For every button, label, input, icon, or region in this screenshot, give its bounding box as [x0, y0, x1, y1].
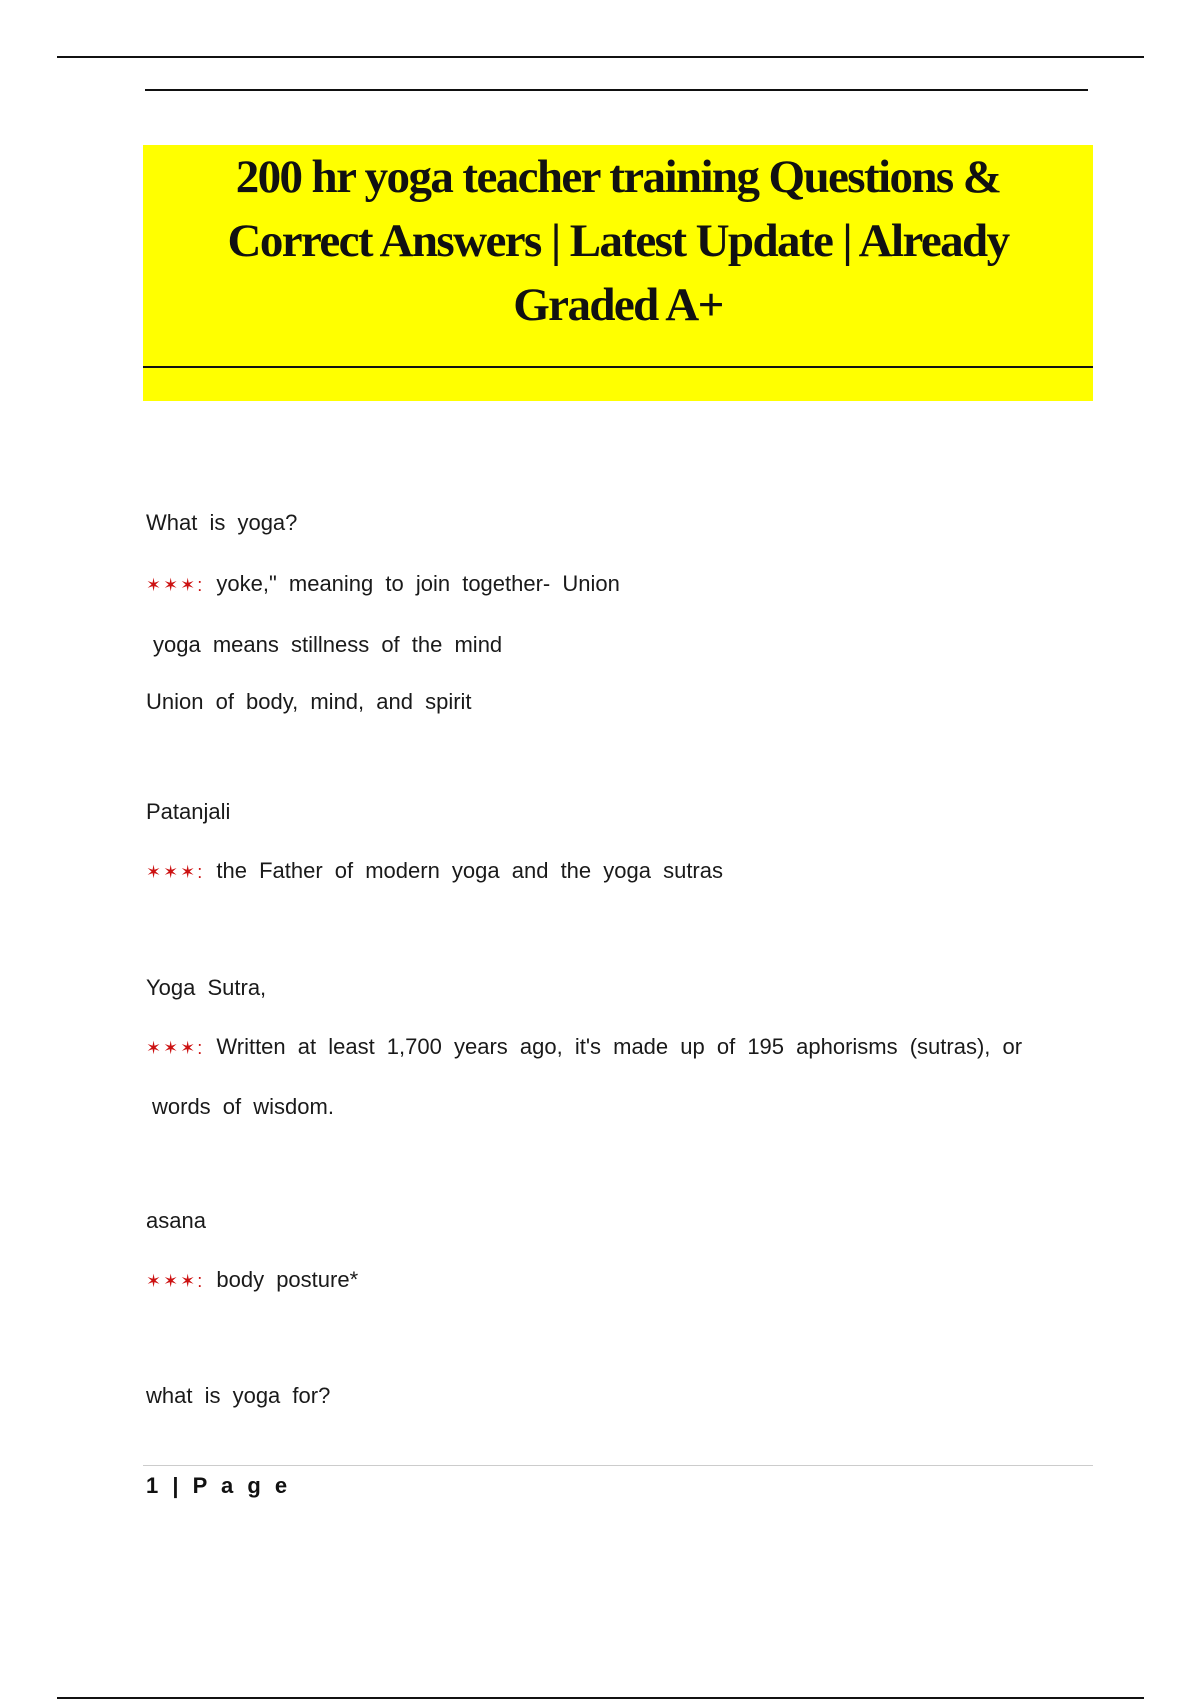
- question-text: asana: [146, 1208, 206, 1233]
- header-rule-outer: [57, 56, 1144, 58]
- title-banner: [143, 145, 1093, 401]
- document-title: 200 hr yoga teacher training Questions & Correct Answers | Latest Update | Already Graded A+: [227, 151, 1009, 331]
- answer-marker-icon: ✶✶✶:: [146, 575, 205, 595]
- answer-marker-icon: ✶✶✶:: [146, 1038, 205, 1058]
- answer-line: words of wisdom.: [152, 1094, 334, 1119]
- question-text: Yoga Sutra,: [146, 975, 267, 1000]
- answer-line: [146, 1033, 1022, 1062]
- answer-line: [146, 570, 620, 599]
- header-rule-inner: [145, 89, 1088, 91]
- answer-text: body posture*: [216, 1267, 359, 1292]
- answer-text: the Father of modern yoga and the yoga sutras: [216, 858, 723, 883]
- question-text: What is yoga?: [146, 510, 298, 535]
- answer-marker-icon: ✶✶✶:: [146, 1271, 205, 1291]
- answer-line: [146, 857, 723, 886]
- title-underline: [143, 366, 1093, 368]
- answer-text: yoke," meaning to join together- Union: [216, 571, 620, 596]
- answer-text: Written at least 1,700 years ago, it's made up of 195 aphorisms (sutras), or: [216, 1034, 1023, 1059]
- answer-marker-icon: ✶✶✶:: [146, 862, 205, 882]
- answer-line: [146, 1266, 358, 1295]
- answer-line: yoga means stillness of the mind: [153, 632, 503, 657]
- answer-line: Union of body, mind, and spirit: [146, 689, 472, 714]
- page-number: 1 | P a g e: [146, 1473, 292, 1498]
- footer-rule-outer: [57, 1697, 1144, 1699]
- question-text: Patanjali: [146, 799, 231, 824]
- footer-rule: [143, 1465, 1093, 1466]
- question-text: what is yoga for?: [146, 1383, 331, 1408]
